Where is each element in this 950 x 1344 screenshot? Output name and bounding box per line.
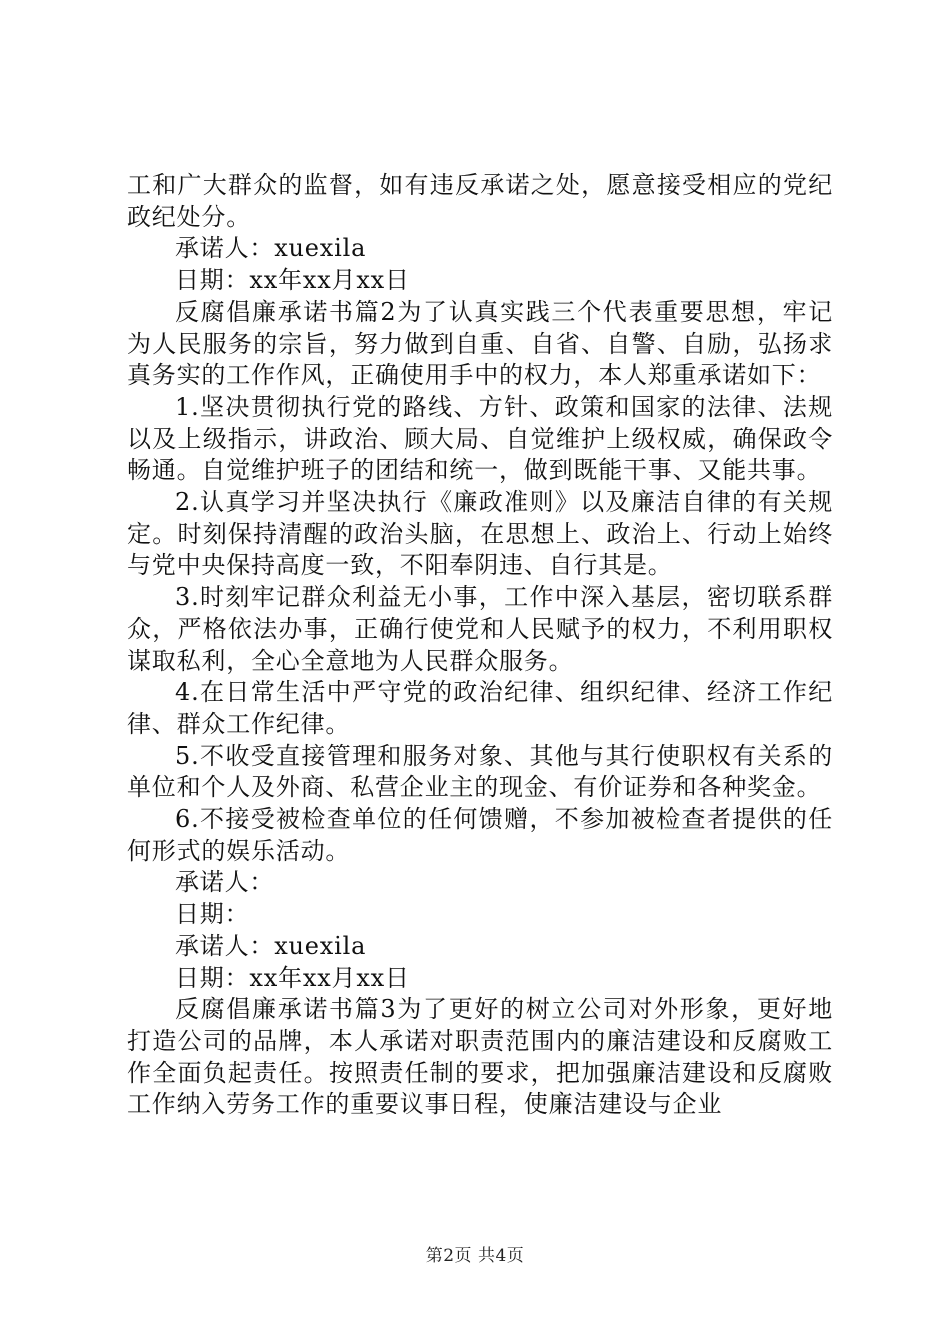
commitment-item-1: 1.坚决贯彻执行党的路线、方针、政策和国家的法律、法规以及上级指示，讲政治、顾大局、自觉维护上级权威，确保政令畅通。自觉维护班子的团结和统一，做到既能干事、又能共事。 [127, 392, 833, 485]
commitment-item-3: 3.时刻牢记群众利益无小事，工作中深入基层，密切联系群众，严格依法办事，正确行使党和人民赋予的权力，不利用职权谋取私利，全心全意地为人民群众服务。 [127, 583, 833, 675]
commitment-item-4: 4.在日常生活中严守党的政治纪律、组织纪律、经济工作纪律、群众工作纪律。 [127, 678, 833, 738]
date-line: 日期：xx年xx月xx日 [175, 963, 410, 992]
paragraph-continuation: 工和广大群众的监督，如有违反承诺之处，愿意接受相应的党纪政纪处分。 [127, 171, 833, 231]
commitment-item-5: 5.不收受直接管理和服务对象、其他与其行使职权有关系的单位和个人及外商、私营企业主的现金、有价证券和各种奖金。 [127, 741, 833, 802]
signatory-line: 承诺人：xuexila [175, 234, 367, 263]
signatory-line: 承诺人：xuexila [175, 931, 367, 960]
signatory-line: 承诺人： [175, 868, 275, 897]
section-intro-paragraph: 反腐倡廉承诺书篇3为了更好的树立公司对外形象，更好地打造公司的品牌，本人承诺对职责范围内的廉洁建设和反腐败工作全面负起责任。按照责任制的要求，把加强廉洁建设和反腐败工作纳入劳务工作的重要议事日程，使廉洁建设与企业 [127, 995, 833, 1119]
commitment-item-6: 6.不接受被检查单位的任何馈赠，不参加被检查者提供的任何形式的娱乐活动。 [127, 805, 833, 865]
document-body [127, 170, 833, 1121]
commitment-item-2: 2.认真学习并坚决执行《廉政准则》以及廉洁自律的有关规定。时刻保持清醒的政治头脑，在思想上、政治上、行动上始终与党中央保持高度一致，不阳奉阴违、自行其是。 [127, 488, 833, 580]
date-line: 日期：xx年xx月xx日 [175, 266, 410, 295]
section-intro-paragraph: 反腐倡廉承诺书篇2为了认真实践三个代表重要思想，牢记为人民服务的宗旨，努力做到自重、自省、自警、自励，弘扬求真务实的工作作风，正确使用手中的权力，本人郑重承诺如下： [127, 297, 833, 390]
date-line: 日期： [175, 900, 250, 929]
page-footer: 第2页 共4页 [425, 1246, 525, 1266]
